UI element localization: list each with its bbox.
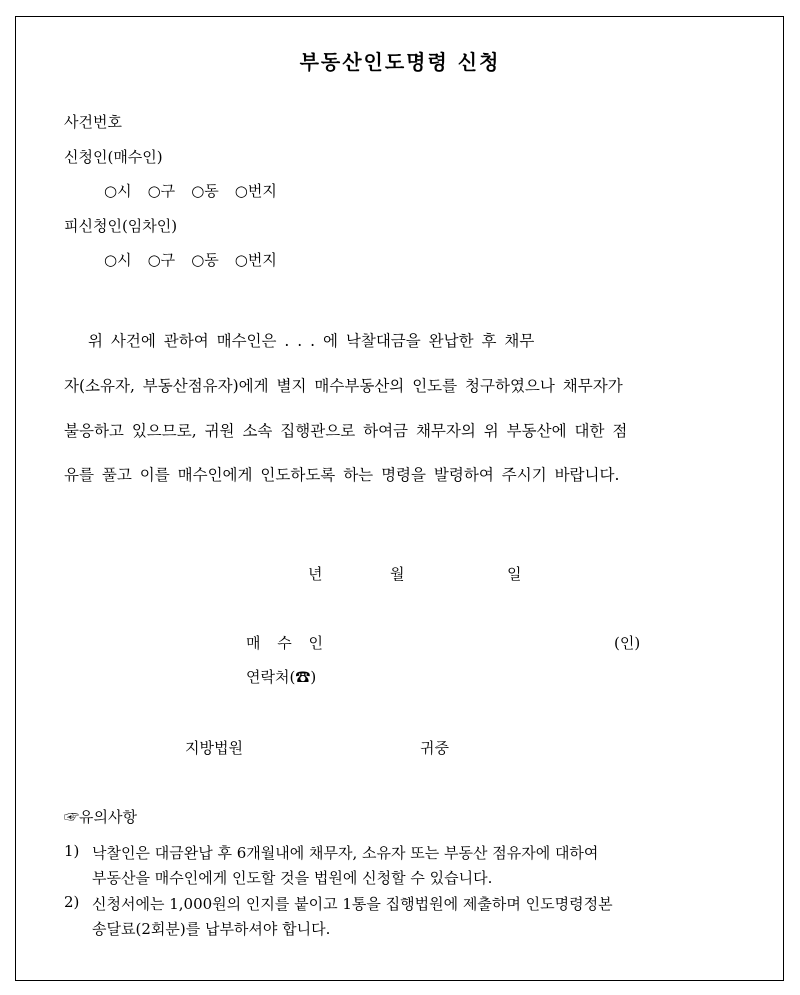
document-title: 부동산인도명령 신청 — [299, 50, 501, 74]
address-lot: ○번지 — [234, 182, 277, 200]
date-year-label: 년 — [308, 565, 323, 583]
respondent-label: 피신청인(임차인) — [64, 217, 178, 235]
body-line-1: 위 사건에 관하여 매수인은 . . . 에 낙찰대금을 완납한 후 채무 — [88, 332, 535, 350]
address-city: ○시 — [104, 251, 132, 269]
address-district: ○구 — [147, 251, 176, 269]
note-2-number: 2) — [64, 893, 80, 911]
body-line-2: 자(소유자, 부동산점유자)에게 별지 매수부동산의 인도를 청구하였으나 채무자가 — [64, 377, 623, 395]
applicant-label: 신청인(매수인) — [64, 148, 163, 166]
note-2-line-2: 송달료(2회분)를 납부하셔야 합니다. — [92, 920, 331, 938]
address-lot: ○번지 — [234, 251, 277, 269]
note-1-line-1: 낙찰인은 대금완납 후 6개월내에 채무자, 소유자 또는 부동산 점유자에 대하여 — [92, 844, 599, 862]
case-number-label: 사건번호 — [64, 113, 122, 131]
seal-label: (인) — [614, 634, 641, 652]
address-city: ○시 — [104, 182, 132, 200]
body-line-3: 불응하고 있으므로, 귀원 소속 집행관으로 하여금 채무자의 위 부동산에 대한 점 — [64, 422, 628, 440]
date-day-label: 일 — [507, 565, 522, 583]
contact-label: 연락처(☎) — [246, 668, 317, 686]
notes-title: ☞유의사항 — [64, 808, 137, 826]
body-line-4: 유를 풀고 이를 매수인에게 인도하도록 하는 명령을 발령하여 주시기 바랍니다. — [64, 466, 620, 484]
address-dong: ○동 — [191, 182, 219, 200]
note-1-line-2: 부동산을 매수인에게 인도할 것을 법원에 신청할 수 있습니다. — [92, 869, 493, 887]
buyer-label: 매 수 인 — [246, 634, 330, 652]
address-district: ○구 — [147, 182, 176, 200]
note-1-number: 1) — [64, 842, 80, 860]
date-month-label: 월 — [390, 565, 405, 583]
court-honorific: 귀중 — [420, 739, 449, 757]
note-2-line-1: 신청서에는 1,000원의 인지를 붙이고 1통을 집행법원에 제출하며 인도명령정본 — [92, 895, 613, 913]
court-name: 지방법원 — [185, 739, 243, 757]
address-dong: ○동 — [191, 251, 219, 269]
applicant-address — [104, 180, 293, 201]
respondent-address — [104, 249, 293, 270]
